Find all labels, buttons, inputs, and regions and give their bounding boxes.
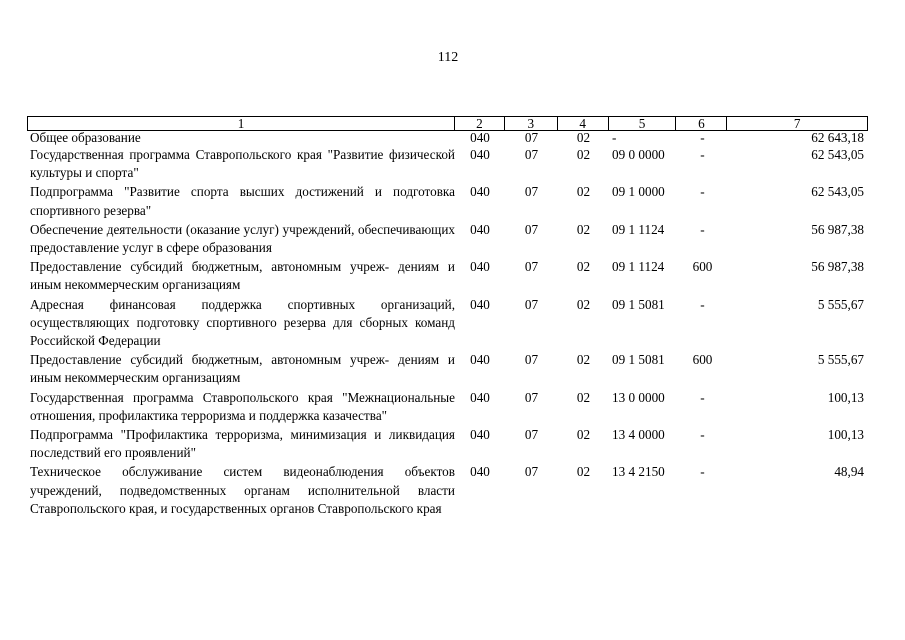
table-row <box>27 131 868 145</box>
row-col-6: - <box>700 389 705 405</box>
row-col-5: 09 1 1124 <box>612 259 665 275</box>
row-col-7: 5 555,67 <box>817 296 864 312</box>
table-row <box>27 389 868 425</box>
row-col-4: 02 <box>576 464 591 480</box>
row-name: Адресная финансовая поддержка спортивных организаций, осуществляющих подготовку спортивного резерва для сборных команд Российской Федерации <box>30 296 455 349</box>
row-col-5: 09 0 0000 <box>612 147 665 162</box>
row-name: Государственная программа Ставропольского края "Межнациональные отношения, профилактика терроризма и поддержка казачества" <box>30 389 455 423</box>
table-body <box>27 131 868 518</box>
row-name: Подпрограмма "Развитие спорта высших достижений и подготовка спортивного резерва" <box>30 184 455 218</box>
row-col-5: 13 4 2150 <box>612 464 665 480</box>
row-col-3: 07 <box>524 352 539 368</box>
row-col-6: - <box>700 464 705 480</box>
row-col-2: 040 <box>470 221 490 237</box>
table-row <box>27 463 868 518</box>
row-col-5: 09 1 5081 <box>612 352 665 368</box>
row-col-7: 56 987,38 <box>811 259 864 275</box>
row-col-2: 040 <box>470 184 490 200</box>
row-col-2: 040 <box>470 130 490 145</box>
header-col-3: 3 <box>505 117 558 130</box>
row-col-6: 600 <box>692 352 713 368</box>
row-col-2: 040 <box>470 147 490 162</box>
table-row <box>27 296 868 351</box>
row-name: Обеспечение деятельности (оказание услуг) учреждений, обеспечивающих предоставление услуг в сфере образования <box>30 221 455 256</box>
table-header <box>27 116 868 131</box>
row-col-5: 13 4 0000 <box>612 427 665 443</box>
row-col-5: - <box>612 130 617 145</box>
row-col-4: 02 <box>576 389 591 405</box>
row-col-2: 040 <box>470 464 490 480</box>
row-col-4: 02 <box>576 221 591 237</box>
header-col-5: 5 <box>609 117 677 130</box>
row-col-4: 02 <box>576 147 591 162</box>
row-col-6: - <box>700 427 705 443</box>
row-col-5: 09 1 1124 <box>612 221 665 237</box>
row-col-7: 62 543,05 <box>811 184 864 200</box>
row-col-3: 07 <box>524 464 539 480</box>
row-col-4: 02 <box>576 296 591 312</box>
row-col-3: 07 <box>524 427 539 443</box>
row-name: Государственная программа Ставропольского края "Развитие физической культуры и спорта" <box>30 147 455 181</box>
table-row <box>27 146 868 182</box>
row-col-6: - <box>700 147 705 162</box>
row-col-6: - <box>700 296 705 312</box>
row-name: Общее образование <box>30 130 141 145</box>
row-col-4: 02 <box>576 427 591 443</box>
row-col-3: 07 <box>524 389 539 405</box>
row-col-5: 09 1 5081 <box>612 296 665 312</box>
row-col-3: 07 <box>524 296 539 312</box>
row-col-6: 600 <box>692 259 713 275</box>
row-col-7: 5 555,67 <box>817 352 864 368</box>
header-col-1: 1 <box>28 117 455 130</box>
header-col-6: 6 <box>676 117 727 130</box>
table-row <box>27 258 868 294</box>
row-col-6: - <box>700 130 705 145</box>
row-col-5: 13 0 0000 <box>612 389 665 405</box>
header-col-7: 7 <box>793 116 801 131</box>
row-col-3: 07 <box>524 147 539 162</box>
row-col-7: 100,13 <box>827 389 864 405</box>
row-col-7: 56 987,38 <box>811 221 864 237</box>
row-col-3: 07 <box>524 259 539 275</box>
row-col-2: 040 <box>470 259 490 275</box>
row-col-2: 040 <box>470 389 490 405</box>
table-row <box>27 426 868 462</box>
row-col-3: 07 <box>524 184 539 200</box>
row-col-7: 62 643,18 <box>811 130 864 145</box>
row-col-7: 48,94 <box>834 464 864 480</box>
table-row <box>27 351 868 387</box>
row-col-7: 62 543,05 <box>811 147 864 162</box>
row-col-4: 02 <box>576 184 591 200</box>
row-col-6: - <box>700 221 705 237</box>
table-row <box>27 183 868 219</box>
row-col-4: 02 <box>576 259 591 275</box>
budget-table <box>27 116 868 518</box>
row-name: Техническое обслуживание систем видеонаблюдения объектов учреждений, подведомственных органам исполнительной власти Ставропольского края, и государственных органов Ставропольского края <box>30 464 455 516</box>
row-name: Предоставление субсидий бюджетным, автономным учреж- дениям и иным некоммерческим организациям <box>30 259 455 293</box>
row-col-2: 040 <box>470 352 490 368</box>
row-col-2: 040 <box>470 296 490 312</box>
header-col-4: 4 <box>558 117 609 130</box>
row-name: Подпрограмма "Профилактика терроризма, минимизация и ликвидация последствий его проявлений" <box>30 427 455 461</box>
row-col-4: 02 <box>576 130 591 145</box>
header-col-2: 2 <box>455 117 505 130</box>
row-col-3: 07 <box>524 130 539 145</box>
row-name: Предоставление субсидий бюджетным, автономным учреж- дениям и иным некоммерческим организациям <box>30 352 455 386</box>
row-col-4: 02 <box>576 352 591 368</box>
row-col-7: 100,13 <box>827 427 864 443</box>
row-col-5: 09 1 0000 <box>612 184 665 200</box>
row-col-3: 07 <box>524 221 539 237</box>
row-col-2: 040 <box>470 427 490 443</box>
page-number: 112 <box>437 50 459 65</box>
row-col-6: - <box>700 184 705 200</box>
table-row <box>27 221 868 257</box>
